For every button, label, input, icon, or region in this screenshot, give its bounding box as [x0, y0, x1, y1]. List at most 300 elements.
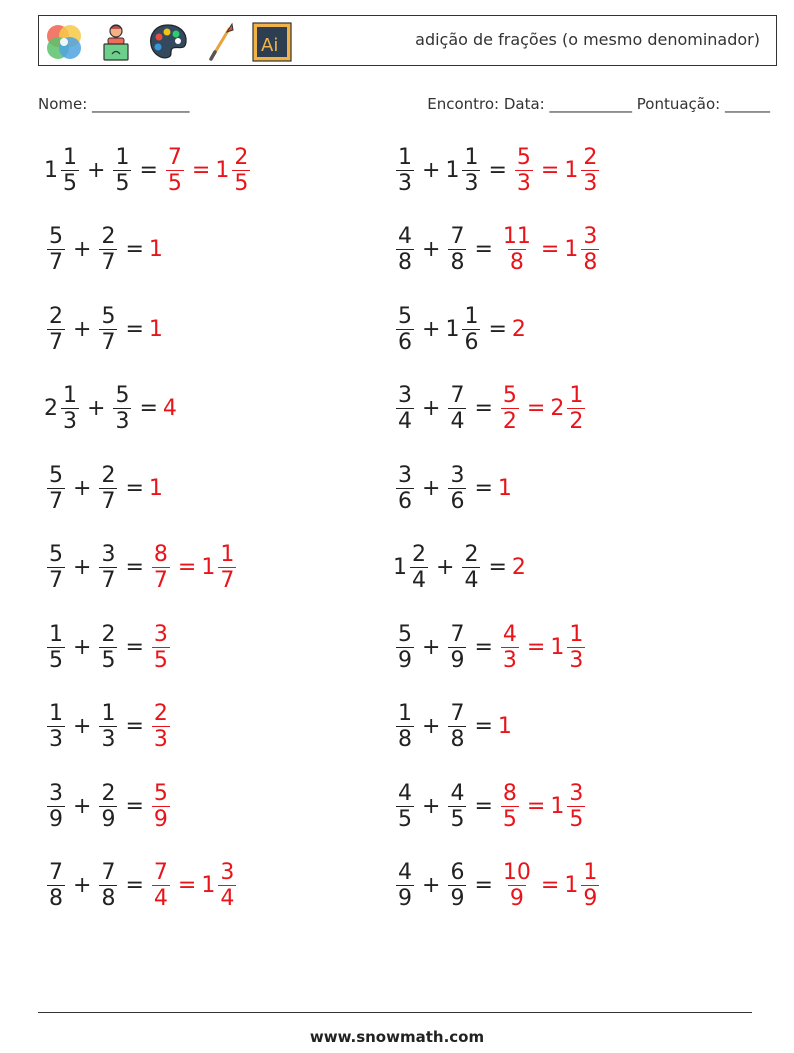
operand-fraction [96, 860, 120, 911]
denominator: 3 [464, 170, 479, 196]
fraction [152, 781, 170, 832]
numerator: 2 [101, 621, 116, 647]
denominator: 9 [583, 886, 598, 911]
fraction [99, 781, 117, 832]
equals-sign: = [540, 237, 560, 262]
denominator: 4 [398, 409, 412, 434]
numerator: 5 [516, 144, 531, 170]
answer-value: 4 [162, 396, 177, 421]
equals-sign: = [474, 396, 493, 421]
numerator: 3 [569, 780, 584, 806]
answer-fraction [498, 860, 536, 911]
denominator: 6 [398, 329, 412, 355]
numerator: 2 [464, 542, 479, 567]
denominator: 3 [101, 727, 116, 752]
problem-20 [393, 856, 602, 916]
fraction [410, 542, 428, 593]
numerator: 7 [153, 860, 168, 885]
whole-number: 1 [44, 157, 58, 183]
numerator: 1 [464, 144, 479, 170]
answer-value: 1 [148, 237, 163, 262]
answer-fraction [149, 701, 173, 752]
whole-number: 1 [564, 237, 579, 262]
denominator: 7 [101, 488, 116, 514]
fraction [448, 860, 466, 911]
numerator: 7 [49, 860, 63, 885]
fraction [581, 224, 599, 275]
plus-sign: + [73, 316, 92, 342]
problem-3 [44, 299, 163, 359]
answer-fraction [498, 622, 522, 673]
fraction [448, 463, 466, 514]
answer-fraction [215, 145, 253, 196]
fraction [47, 224, 65, 275]
denominator: 7 [49, 568, 63, 593]
denominator: 3 [583, 170, 598, 196]
denominator: 5 [49, 647, 63, 673]
equals-sign: = [191, 157, 211, 183]
problem-7 [44, 617, 173, 677]
numerator: 10 [502, 860, 531, 885]
equals-sign: = [526, 396, 546, 421]
operand-fraction [44, 701, 68, 752]
denominator: 9 [509, 886, 524, 911]
denominator: 3 [63, 409, 77, 434]
denominator: 3 [153, 727, 168, 752]
equals-sign: = [125, 634, 144, 660]
plus-sign: + [422, 793, 441, 819]
plus-sign: + [73, 793, 92, 819]
numerator: 8 [502, 780, 517, 806]
problem-8 [44, 697, 173, 757]
denominator: 9 [450, 647, 465, 673]
numerator: 5 [115, 383, 130, 408]
plus-sign: + [422, 475, 441, 501]
equals-sign: = [139, 396, 158, 421]
denominator: 5 [398, 806, 412, 832]
numerator: 3 [220, 860, 235, 885]
denominator: 4 [412, 568, 426, 593]
fraction [396, 860, 414, 911]
fraction [448, 383, 466, 434]
fraction [218, 542, 236, 593]
denominator: 9 [49, 806, 63, 832]
fraction [152, 622, 170, 673]
operand-fraction [44, 383, 82, 434]
fraction [232, 145, 250, 196]
denominator: 8 [509, 250, 524, 275]
fraction [47, 701, 65, 752]
operand-fraction [44, 224, 68, 275]
answer-value: 1 [497, 714, 512, 739]
numerator: 3 [583, 224, 598, 249]
operand-fraction [96, 781, 120, 832]
numerator: 3 [101, 542, 116, 567]
operand-fraction [44, 860, 68, 911]
operand-fraction [393, 542, 431, 593]
denominator: 8 [450, 250, 465, 275]
fraction [113, 383, 131, 434]
whole-number: 1 [201, 555, 216, 580]
problem-10 [44, 856, 239, 916]
operand-fraction [44, 463, 68, 514]
fraction [581, 145, 599, 196]
numerator: 11 [502, 224, 531, 249]
numerator: 3 [153, 621, 168, 647]
fraction [99, 224, 117, 275]
plus-sign: + [73, 475, 92, 501]
numerator: 1 [49, 621, 63, 647]
student-computer-icon [95, 21, 137, 63]
fraction [396, 145, 414, 196]
fraction [448, 622, 466, 673]
fraction [448, 224, 466, 275]
denominator: 6 [398, 488, 412, 514]
denominator: 4 [450, 409, 465, 434]
problem-6 [44, 538, 239, 598]
denominator: 5 [167, 170, 182, 196]
denominator: 9 [398, 647, 412, 673]
answer-fraction [564, 224, 602, 275]
worksheet-title: adição de frações (o mesmo denominador) [415, 30, 760, 49]
numerator: 1 [220, 542, 235, 567]
operand-fraction [393, 304, 417, 355]
answer-fraction [564, 145, 602, 196]
operand-fraction [445, 860, 469, 911]
fraction [218, 860, 236, 911]
numerator: 1 [63, 383, 77, 408]
whole-number: 1 [550, 793, 565, 819]
equals-sign: = [474, 634, 493, 660]
fraction [99, 701, 117, 752]
fraction [567, 781, 585, 832]
denominator: 7 [49, 250, 63, 275]
numerator: 5 [49, 224, 63, 249]
denominator: 5 [502, 806, 517, 832]
paintbrush-icon [199, 21, 241, 63]
equals-sign: = [125, 237, 144, 262]
fraction [396, 463, 414, 514]
denominator: 7 [220, 568, 235, 593]
numerator: 5 [49, 462, 63, 488]
equals-sign: = [488, 157, 507, 183]
numerator: 2 [101, 462, 116, 488]
answer-fraction [550, 383, 588, 434]
denominator: 8 [450, 727, 465, 752]
operand-fraction [393, 781, 417, 832]
equals-sign: = [474, 793, 493, 819]
answer-fraction [550, 622, 588, 673]
footer-url: www.snowmath.com [309, 1028, 485, 1046]
equals-sign: = [125, 316, 144, 342]
denominator: 7 [153, 568, 168, 593]
denominator: 8 [583, 250, 598, 275]
operand-fraction [96, 304, 120, 355]
fraction [501, 622, 519, 673]
problem-2 [44, 220, 163, 280]
numerator: 2 [49, 303, 63, 329]
numerator: 5 [398, 303, 412, 329]
fraction [166, 145, 184, 196]
denominator: 8 [101, 886, 116, 911]
fraction [152, 701, 170, 752]
numerator: 1 [49, 701, 63, 726]
plus-sign: + [422, 316, 441, 342]
fraction [501, 781, 519, 832]
equals-sign: = [177, 555, 197, 580]
answer-value: 1 [148, 316, 163, 342]
answer-value: 1 [148, 475, 163, 501]
fraction [47, 463, 65, 514]
problem-1 [44, 140, 253, 200]
equals-sign: = [474, 475, 493, 501]
denominator: 7 [101, 250, 116, 275]
svg-text:Ai: Ai [261, 35, 279, 56]
whole-number: 1 [445, 316, 460, 342]
fraction [47, 781, 65, 832]
answer-fraction [498, 224, 536, 275]
fraction [99, 463, 117, 514]
operand-fraction [445, 145, 483, 196]
fraction [448, 701, 466, 752]
fraction [567, 622, 585, 673]
fraction [462, 304, 480, 355]
numerator: 4 [450, 780, 465, 806]
numerator: 2 [234, 144, 249, 170]
equals-sign: = [125, 793, 144, 819]
fraction [61, 145, 79, 196]
plus-sign: + [73, 714, 92, 739]
fraction [47, 304, 65, 355]
operand-fraction [445, 383, 469, 434]
problem-14 [393, 379, 588, 439]
operand-fraction [44, 304, 68, 355]
problem-18 [393, 697, 512, 757]
whole-number: 1 [215, 157, 230, 183]
denominator: 9 [398, 886, 412, 911]
denominator: 3 [49, 727, 63, 752]
denominator: 5 [63, 170, 77, 196]
answer-fraction [149, 622, 173, 673]
plus-sign: + [73, 634, 92, 660]
answer-value: 2 [511, 316, 526, 342]
fraction [462, 145, 480, 196]
operand-fraction [96, 701, 120, 752]
numerator: 1 [569, 621, 584, 647]
denominator: 3 [115, 409, 130, 434]
denominator: 8 [398, 727, 412, 752]
numerator: 7 [101, 860, 116, 885]
equals-sign: = [125, 475, 144, 501]
answer-value: 2 [511, 555, 526, 580]
operand-fraction [393, 701, 417, 752]
numerator: 5 [101, 303, 116, 329]
plus-sign: + [422, 634, 441, 660]
paint-palette-icon [147, 21, 189, 63]
problem-11 [393, 140, 602, 200]
answer-fraction [201, 860, 239, 911]
numerator: 1 [63, 144, 77, 170]
fraction [47, 622, 65, 673]
denominator: 5 [450, 806, 465, 832]
answer-fraction [163, 145, 187, 196]
plus-sign: + [87, 396, 106, 421]
fraction [448, 781, 466, 832]
whole-number: 2 [550, 396, 565, 421]
equals-sign: = [540, 157, 560, 183]
name-field-label: Nome: _____________ [38, 95, 190, 113]
denominator: 9 [153, 806, 168, 832]
denominator: 6 [450, 488, 465, 514]
fraction [396, 701, 414, 752]
operand-fraction [393, 224, 417, 275]
numerator: 7 [450, 701, 465, 726]
problem-17 [393, 617, 588, 677]
answer-fraction [564, 860, 602, 911]
denominator: 7 [49, 329, 63, 355]
equals-sign: = [474, 873, 493, 898]
answer-fraction [498, 781, 522, 832]
fraction [113, 145, 131, 196]
denominator: 5 [115, 170, 130, 196]
numerator: 1 [583, 860, 598, 885]
denominator: 3 [569, 647, 584, 673]
equals-sign: = [125, 555, 144, 580]
operand-fraction [44, 145, 82, 196]
numerator: 5 [49, 542, 63, 567]
equals-sign: = [488, 555, 507, 580]
fraction [462, 542, 480, 593]
whole-number: 1 [564, 873, 579, 898]
numerator: 6 [450, 860, 465, 885]
fraction [47, 542, 65, 593]
denominator: 9 [450, 886, 465, 911]
plus-sign: + [422, 157, 441, 183]
denominator: 8 [49, 886, 63, 911]
denominator: 4 [464, 568, 479, 593]
operand-fraction [393, 145, 417, 196]
denominator: 3 [398, 170, 412, 196]
problem-16 [393, 538, 526, 598]
fraction [152, 542, 170, 593]
operand-fraction [110, 145, 134, 196]
numerator: 4 [398, 780, 412, 806]
operand-fraction [44, 781, 68, 832]
whole-number: 2 [44, 396, 58, 421]
answer-fraction [498, 383, 522, 434]
operand-fraction [393, 383, 417, 434]
operand-fraction [110, 383, 134, 434]
problem-4 [44, 379, 177, 439]
numerator: 3 [49, 780, 63, 806]
denominator: 3 [516, 170, 531, 196]
denominator: 4 [153, 886, 168, 911]
fraction [515, 145, 533, 196]
denominator: 2 [502, 409, 517, 434]
plus-sign: + [422, 237, 441, 262]
operand-fraction [445, 224, 469, 275]
numerator: 8 [153, 542, 168, 567]
fraction [99, 622, 117, 673]
fraction [396, 781, 414, 832]
answer-fraction [149, 542, 173, 593]
numerator: 7 [450, 224, 465, 249]
numerator: 1 [115, 144, 130, 170]
operand-fraction [445, 304, 483, 355]
plus-sign: + [73, 237, 92, 262]
fraction [501, 860, 533, 911]
denominator: 7 [101, 329, 116, 355]
fraction [99, 860, 117, 911]
equals-sign: = [177, 873, 197, 898]
whole-number: 1 [445, 157, 460, 183]
answer-fraction [512, 145, 536, 196]
denominator: 5 [234, 170, 249, 196]
whole-number: 1 [393, 555, 407, 580]
numerator: 1 [464, 303, 479, 329]
numerator: 4 [502, 621, 517, 647]
worksheet-header [38, 15, 777, 66]
denominator: 4 [220, 886, 235, 911]
denominator: 7 [49, 488, 63, 514]
equals-sign: = [125, 873, 144, 898]
equals-sign: = [139, 157, 158, 183]
operand-fraction [445, 781, 469, 832]
numerator: 1 [101, 701, 116, 726]
operand-fraction [96, 224, 120, 275]
fraction [396, 304, 414, 355]
operand-fraction [44, 542, 68, 593]
denominator: 2 [569, 409, 584, 434]
numerator: 4 [398, 860, 412, 885]
operand-fraction [445, 701, 469, 752]
problem-12 [393, 220, 602, 280]
operand-fraction [393, 622, 417, 673]
equals-sign: = [474, 237, 493, 262]
header-icons [43, 20, 293, 64]
equals-sign: = [474, 714, 493, 739]
problem-15 [393, 458, 512, 518]
numerator: 3 [450, 462, 465, 488]
answer-fraction [201, 542, 239, 593]
denominator: 5 [569, 806, 584, 832]
problem-19 [393, 776, 588, 836]
denominator: 8 [398, 250, 412, 275]
numerator: 3 [398, 462, 412, 488]
denominator: 9 [101, 806, 116, 832]
fraction [396, 622, 414, 673]
numerator: 2 [101, 224, 116, 249]
fraction [581, 860, 599, 911]
operand-fraction [393, 860, 417, 911]
numerator: 2 [153, 701, 168, 726]
whole-number: 1 [201, 873, 216, 898]
plus-sign: + [73, 873, 92, 898]
answer-fraction [149, 781, 173, 832]
numerator: 1 [398, 144, 412, 170]
equals-sign: = [540, 873, 560, 898]
date-score-label: Encontro: Data: ___________ Pontuação: ______ [427, 95, 770, 113]
problem-13 [393, 299, 526, 359]
denominator: 5 [153, 647, 168, 673]
equals-sign: = [125, 714, 144, 739]
answer-value: 1 [497, 475, 512, 501]
numerator: 4 [398, 224, 412, 249]
numerator: 7 [167, 144, 182, 170]
equals-sign: = [526, 634, 546, 660]
fraction [47, 860, 65, 911]
numerator: 7 [450, 621, 465, 647]
